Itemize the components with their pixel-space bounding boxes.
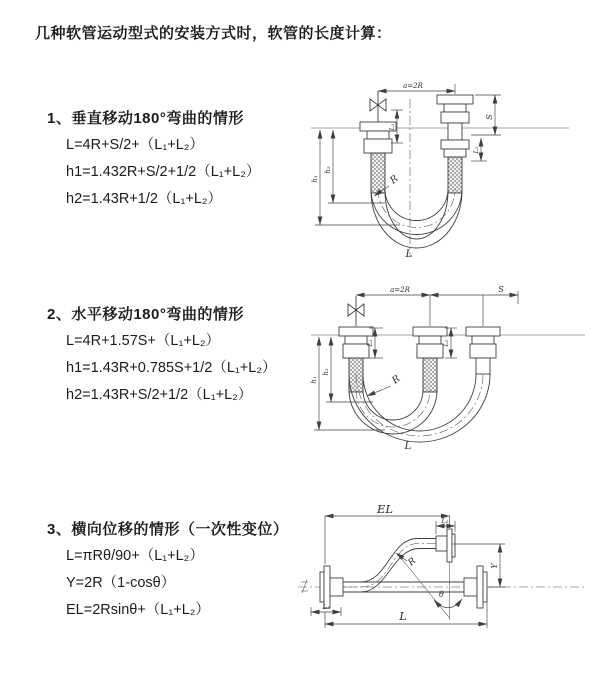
section-2-formula-l: L=4R+1.57S+（L₁+L₂） — [66, 333, 221, 349]
hose-braid-hatch — [448, 157, 462, 193]
dim-label-s: S — [485, 114, 494, 120]
dim-label-r: R — [406, 556, 419, 569]
section-1-formula-h1: h1=1.432R+S/2+1/2（L₁+L₂） — [66, 164, 261, 180]
right-flange-fitting-displaced — [466, 327, 500, 374]
dimension-a2r — [378, 82, 455, 94]
angle-theta — [434, 590, 462, 608]
dim-label-s: S — [498, 285, 504, 294]
dim-label-l-total: L — [405, 248, 413, 260]
angle-radius-line — [401, 558, 450, 618]
dim-label-l1: L₁ — [388, 123, 396, 131]
dim-label-l1: L₁ — [322, 603, 330, 611]
right-flange-fitting-lower — [441, 140, 469, 193]
dimension-top — [356, 285, 518, 326]
left-flange — [320, 566, 343, 608]
dimension-s — [471, 95, 501, 135]
dim-label-r: R — [390, 373, 403, 387]
hose-braid-hatch — [371, 153, 385, 193]
upper-flange-displaced — [436, 529, 455, 562]
section-3-formula-l: L=πRθ/90+（L₁+L₂） — [66, 548, 204, 564]
dimension-l1 — [311, 603, 341, 616]
centerline-break-mark — [301, 580, 308, 593]
section-1-formula-l: L=4R+S/2+（L₁+L₂） — [66, 137, 204, 153]
right-flange-original — [464, 566, 487, 608]
middle-flange-fitting — [413, 327, 447, 392]
dim-label-h2: h₂ — [322, 368, 330, 376]
u-bend-hose-arcs — [349, 374, 490, 442]
section-3-formula-y: Y=2R（1-cosθ） — [66, 575, 176, 591]
dim-label-a2r: a=2R — [390, 286, 410, 294]
dim-label-el: EL — [376, 502, 394, 516]
dim-label-l2: L₂ — [472, 146, 480, 154]
radius-callout — [367, 373, 402, 396]
dim-label-h1: h₁ — [311, 175, 319, 183]
diagram-lateral-displacement — [295, 500, 600, 660]
dimension-l2 — [471, 138, 487, 161]
section-1-formula-h2: h2=1.43R+1/2（L₁+L₂） — [66, 191, 223, 207]
section-2-heading: 2、水平移动180°弯曲的情形 — [47, 306, 244, 323]
left-flange-fitting — [339, 327, 373, 392]
dim-label-a2r: a=2R — [403, 82, 423, 90]
diagram-vertical-180-bend — [305, 75, 600, 260]
radius-callout — [396, 553, 418, 569]
section-2-formula-h2: h2=1.43R+S/2+1/2（L₁+L₂） — [66, 387, 253, 403]
dim-label-l2: L₂ — [441, 517, 449, 525]
dim-label-l2: L₂ — [442, 339, 450, 347]
section-3-heading: 3、横向位移的情形（一次性变位） — [47, 521, 289, 538]
section-1-heading: 1、垂直移动180°弯曲的情形 — [47, 110, 244, 127]
dim-label-theta: θ — [439, 590, 444, 599]
section-3-formula-el: EL=2Rsinθ+（L₁+L₂） — [66, 602, 210, 618]
dimension-l — [325, 597, 487, 628]
dim-label-r: R — [388, 173, 401, 187]
dimension-el — [325, 502, 450, 564]
dim-label-h2: h₂ — [324, 166, 332, 174]
valve-icon — [370, 91, 386, 122]
page-title: 几种软管运动型式的安装方式时，软管的长度计算： — [35, 25, 392, 42]
dim-label-l-total: L — [399, 610, 407, 623]
dimension-l1 — [388, 110, 403, 143]
valve-icon — [348, 296, 364, 326]
diagram-horizontal-180-bend — [305, 280, 600, 455]
right-flange-fitting-upper — [437, 95, 473, 140]
dim-label-l-total: L — [404, 440, 412, 452]
dim-label-l1: L₁ — [366, 339, 374, 347]
dim-label-h1: h₁ — [310, 376, 318, 384]
hose-braid-hatch — [423, 358, 437, 392]
dim-label-y: Y — [490, 563, 499, 569]
u-bend-hose-arcs — [371, 189, 462, 248]
section-2-formula-h1: h1=1.43R+0.785S+1/2（L₁+L₂） — [66, 360, 277, 376]
